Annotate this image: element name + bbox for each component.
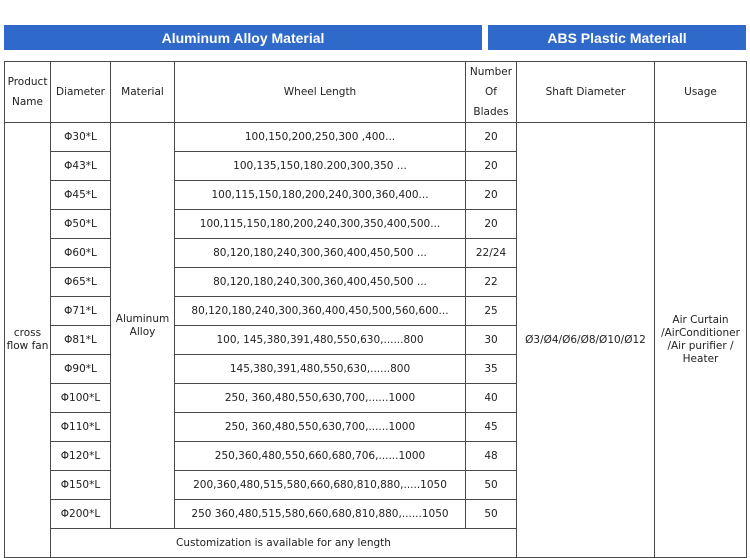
diameter-cell: Φ90*L: [51, 355, 111, 384]
abs-plastic-banner: [488, 25, 746, 50]
blades-cell: 40: [466, 384, 517, 413]
blades-cell: 25: [466, 297, 517, 326]
blades-cell: 48: [466, 442, 517, 471]
header-wheel-length: Wheel Length: [175, 62, 466, 123]
abs-plastic-banner-label: ABS Plastic Materiall: [547, 29, 687, 46]
diameter-cell: Φ81*L: [51, 326, 111, 355]
blades-cell: 20: [466, 123, 517, 152]
blades-cell: 50: [466, 471, 517, 500]
wheel-length-cell: 250, 360,480,550,630,700,......1000: [175, 413, 466, 442]
header-material: Material: [111, 62, 175, 123]
diameter-cell: Φ71*L: [51, 297, 111, 326]
header-shaft-diameter: Shaft Diameter: [517, 62, 655, 123]
diameter-cell: Φ200*L: [51, 500, 111, 529]
blades-cell: 35: [466, 355, 517, 384]
wheel-length-cell: 100,135,150,180.200,300,350 ...: [175, 152, 466, 181]
blades-cell: 20: [466, 210, 517, 239]
header-product-name: Product Name: [5, 62, 51, 123]
wheel-length-cell: 80,120,180,240,300,360,400,450,500 ...: [175, 268, 466, 297]
blades-cell: 20: [466, 152, 517, 181]
wheel-length-cell: 250,360,480,550,660,680,706,......1000: [175, 442, 466, 471]
diameter-cell: Φ45*L: [51, 181, 111, 210]
wheel-length-cell: 250 360,480,515,580,660,680,810,880,......1050: [175, 500, 466, 529]
blades-cell: 22: [466, 268, 517, 297]
wheel-length-cell: 250, 360,480,550,630,700,......1000: [175, 384, 466, 413]
blades-cell: 22/24: [466, 239, 517, 268]
blades-cell: 50: [466, 500, 517, 529]
blades-cell: 20: [466, 181, 517, 210]
usage-cell: Air Curtain /AirConditioner /Air purifier / Heater: [655, 123, 747, 558]
header-row: [5, 62, 747, 123]
wheel-length-cell: 80,120,180,240,300,360,400,450,500 ...: [175, 239, 466, 268]
header-number-of-blades: Number Of Blades: [466, 62, 517, 123]
customization-note: Customization is available for any length: [51, 529, 517, 558]
material-cell: Aluminum Alloy: [111, 123, 175, 529]
wheel-length-cell: 145,380,391,480,550,630,......800: [175, 355, 466, 384]
wheel-length-cell: 100, 145,380,391,480,550,630,......800: [175, 326, 466, 355]
wheel-length-cell: 200,360,480,515,580,660,680,810,880,.....1050: [175, 471, 466, 500]
diameter-cell: Φ50*L: [51, 210, 111, 239]
table-body: [5, 123, 747, 558]
wheel-length-cell: 100,115,150,180,200,240,300,350,400,500...: [175, 210, 466, 239]
blades-cell: 30: [466, 326, 517, 355]
diameter-cell: Φ110*L: [51, 413, 111, 442]
diameter-cell: Φ30*L: [51, 123, 111, 152]
aluminum-alloy-banner: [4, 25, 482, 50]
product-name-cell: cross flow fan: [5, 123, 51, 558]
diameter-cell: Φ43*L: [51, 152, 111, 181]
diameter-cell: Φ150*L: [51, 471, 111, 500]
specification-table: [4, 61, 747, 558]
wheel-length-cell: 100,150,200,250,300 ,400...: [175, 123, 466, 152]
header-usage: Usage: [655, 62, 747, 123]
shaft-diameter-cell: Ø3/Ø4/Ø6/Ø8/Ø10/Ø12: [517, 123, 655, 558]
wheel-length-cell: 80,120,180,240,300,360,400,450,500,560,600...: [175, 297, 466, 326]
diameter-cell: Φ65*L: [51, 268, 111, 297]
diameter-cell: Φ120*L: [51, 442, 111, 471]
table-row: [5, 123, 747, 152]
aluminum-alloy-banner-label: Aluminum Alloy Material: [161, 29, 325, 46]
diameter-cell: Φ60*L: [51, 239, 111, 268]
header-diameter: Diameter: [51, 62, 111, 123]
diameter-cell: Φ100*L: [51, 384, 111, 413]
blades-cell: 45: [466, 413, 517, 442]
wheel-length-cell: 100,115,150,180,200,240,300,360,400...: [175, 181, 466, 210]
